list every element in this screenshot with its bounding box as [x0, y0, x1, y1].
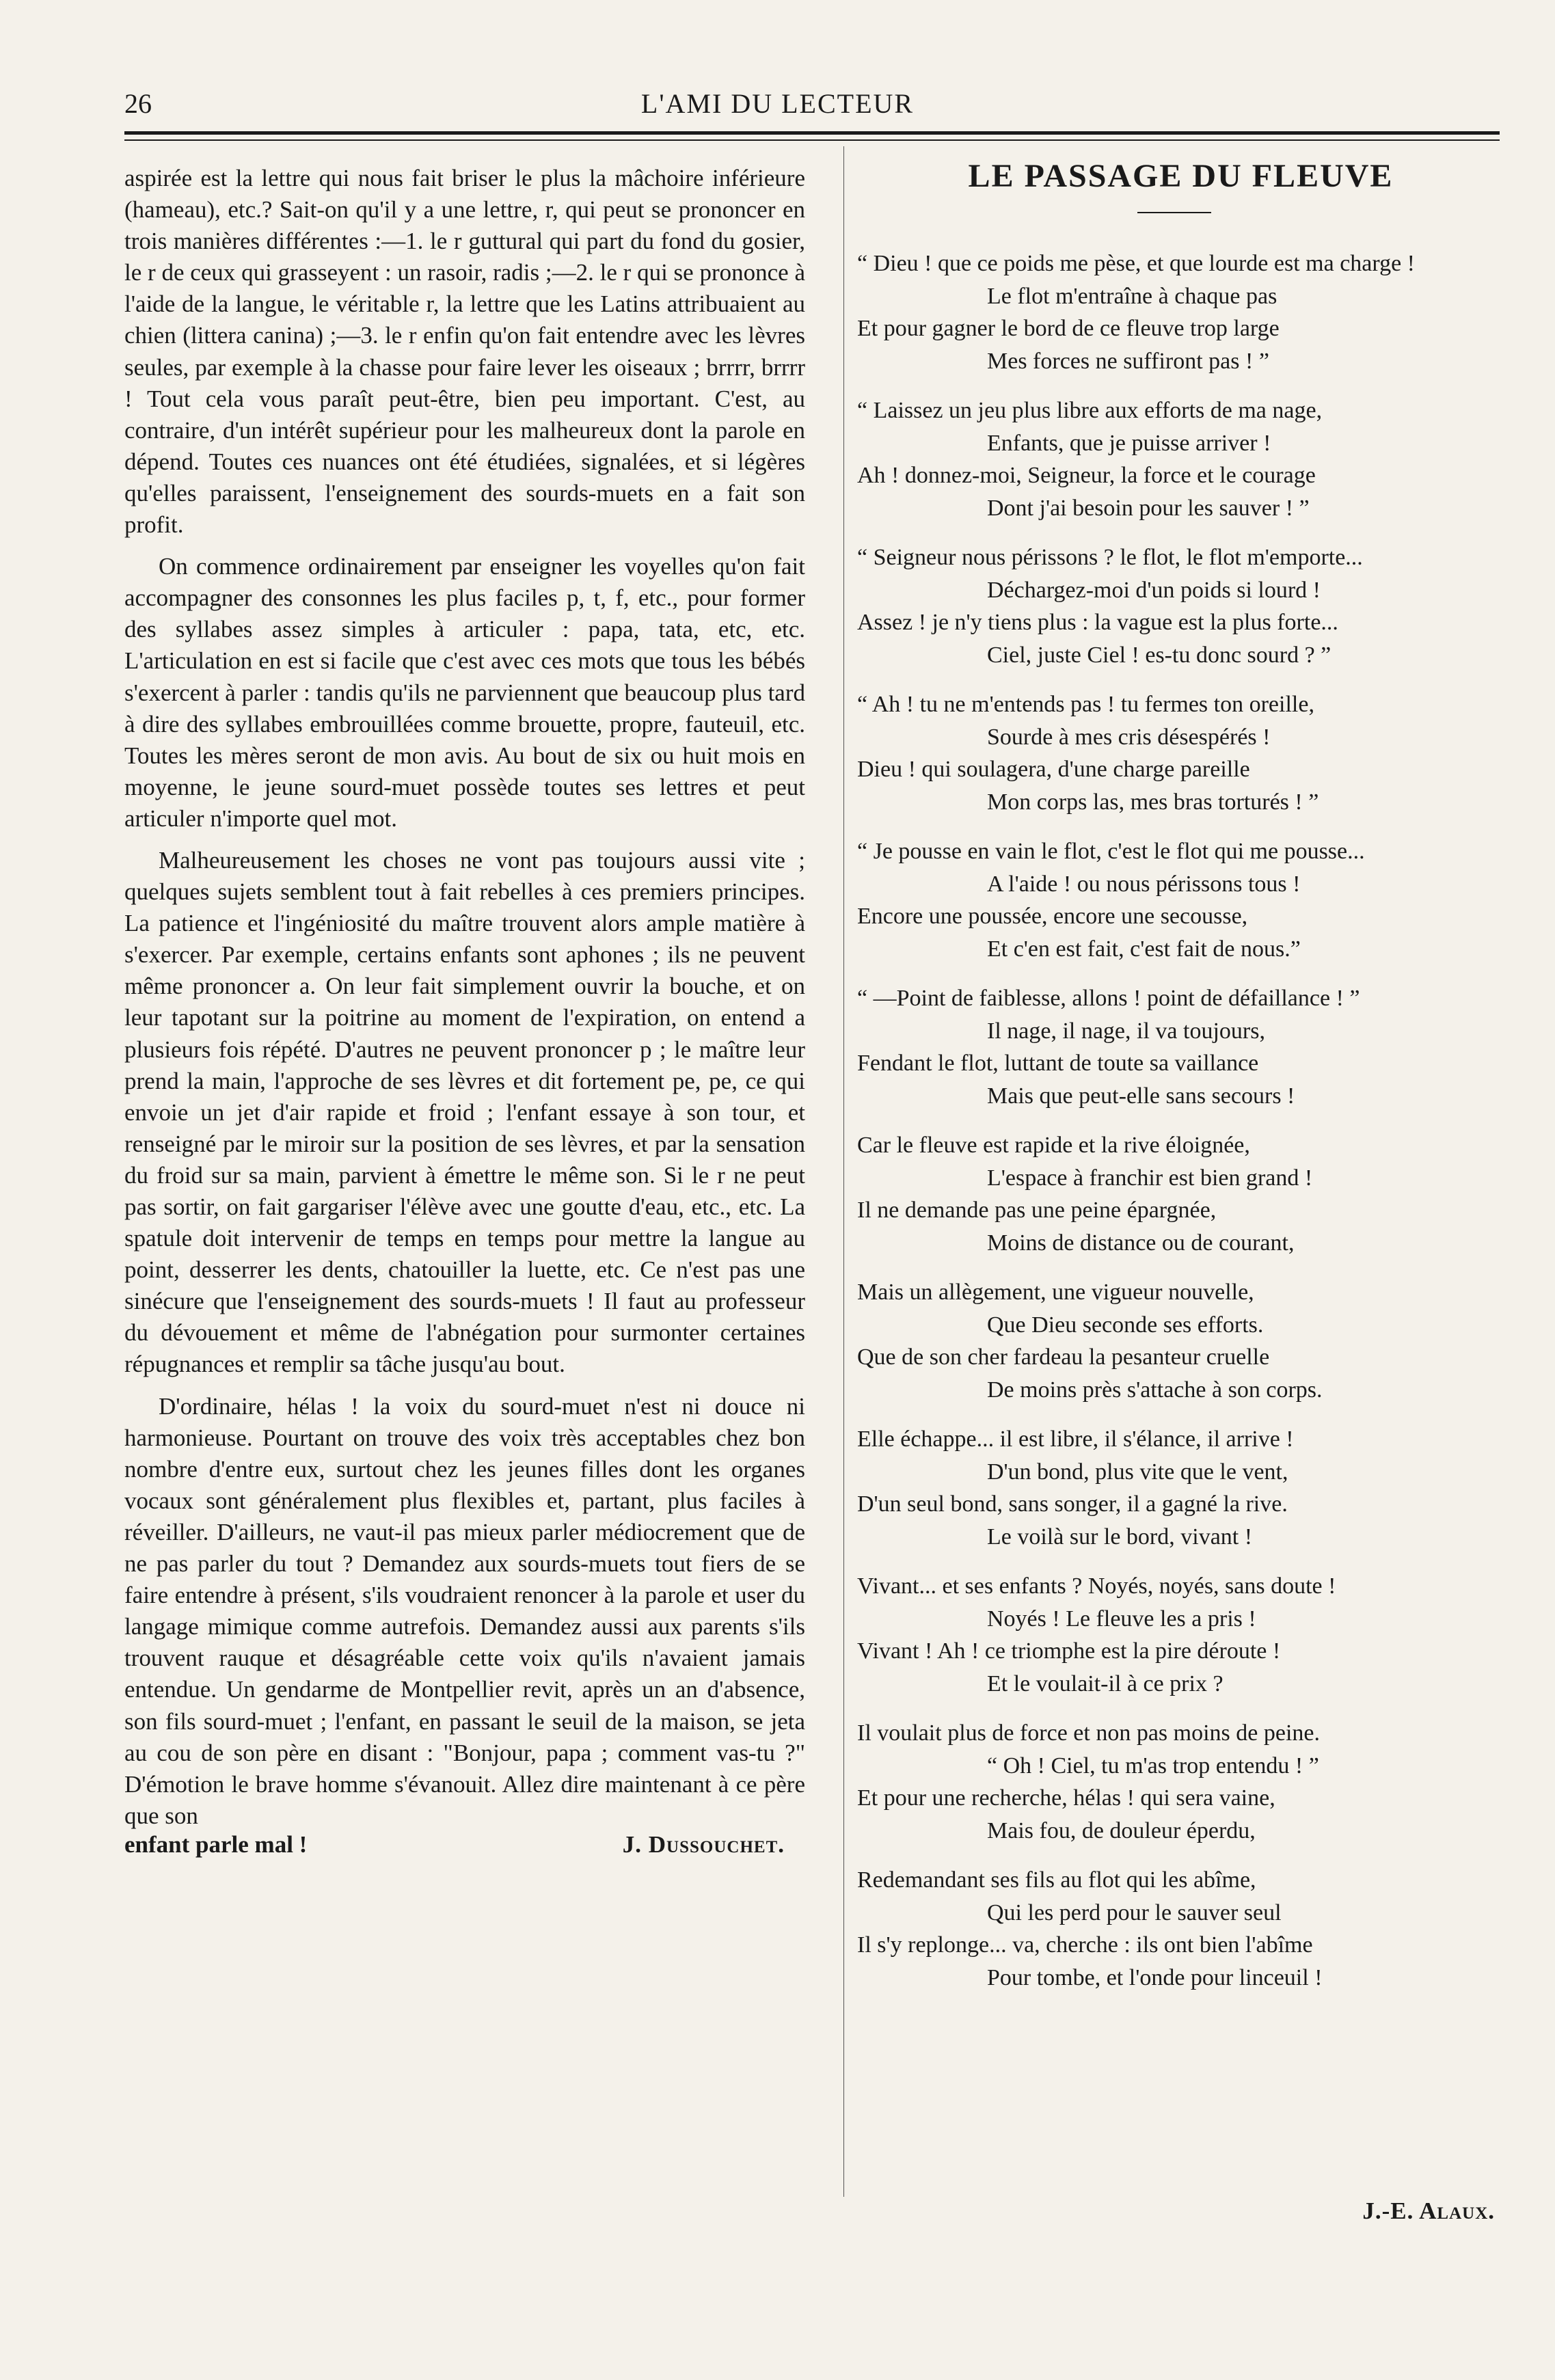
article-paragraph: D'ordinaire, hélas ! la voix du sourd-muet n'est ni douce ni harmonieuse. Pourtant on trouve des voix très acceptables chez bon nombre d'entre eux, surtout chez les jeunes filles dont les organes vocaux sont généralement plus flexibles et, partant, plus faciles à réveiller. D'ailleurs, ne vaut-il pas mieux parler médiocrement que de ne pas parler du tout ? Demandez aux sourds-muets tout fiers de se faire entendre à présent, s'ils voudraient renoncer à la parole et user du langage mimique comme autrefois. Demandez aussi aux parents s'ils trouvent rauque et désagréable cette voix qu'ils n'avaient jamais entendue. Un gendarme de Montpellier revit, après un an d'absence, son fils sourd-muet ; l'enfant, en passant le seuil de la maison, se jeta au cou de son père en disant : "Bonjour, papa ; comment vas-tu ?" D'émotion le brave homme s'évanouit. Allez dire maintenant à ce père que son: [124, 1392, 805, 1829]
poem-line: Il s'y replonge... va, cherche : ils ont bien l'abîme: [857, 1932, 1313, 1958]
header-rule-thin: [124, 139, 1500, 141]
poem-stanza: [857, 394, 1503, 524]
poem-line: “ Dieu ! que ce poids me pèse, et que lourde est ma charge !: [857, 251, 1415, 276]
poem-line: Que de son cher fardeau la pesanteur cruelle: [857, 1344, 1270, 1370]
article-column: [124, 163, 805, 1861]
poem-line: Noyés ! Le fleuve les a pris !: [987, 1606, 1256, 1632]
poem-line: Enfants, que je puisse arriver !: [987, 430, 1271, 456]
poem-line: Et le voulait-il à ce prix ?: [987, 1671, 1223, 1696]
article-paragraph: aspirée est la lettre qui nous fait briser le plus la mâchoire inférieure (hameau), etc.? Sait-on qu'il y a une lettre, r, qui peut se prononcer en trois manières différentes :—1. le r guttural qui part du fond du gosier, le r de ceux qui grasseyent : un rasoir, radis ;—2. le r qui se prononce à l'aide de la langue, le véritable r, la lettre que les Latins attribuaient au chien (littera canina) ;—3. le r enfin qu'on fait entendre avec les lèvres seules, par exemple à la chasse pour faire lever les oiseaux ; brrrr, brrrr ! Tout cela vous paraît peut-être, bien peu important. C'est, au contraire, d'un intérêt supérieur pour les malheureux dont la parole en dépend. Toutes ces nuances ont été étudiées, signalées, et si légères qu'elles paraissent, l'enseignement des sourds-muets en a fait son profit.: [124, 165, 805, 539]
page-number: 26: [124, 88, 152, 119]
poem-stanza: [857, 1864, 1503, 1994]
poem-line: L'espace à franchir est bien grand !: [987, 1165, 1313, 1191]
poem-stanza: [857, 541, 1503, 671]
poem-stanza: [857, 688, 1503, 818]
poem-line: “ Ah ! tu ne m'entends pas ! tu fermes ton oreille,: [857, 692, 1314, 717]
poem-line: Mon corps las, mes bras torturés ! ”: [987, 789, 1319, 815]
poem-line: Que Dieu seconde ses efforts.: [987, 1312, 1264, 1338]
poem-line: Ah ! donnez-moi, Seigneur, la force et le courage: [857, 463, 1316, 488]
poem-line: “ Je pousse en vain le flot, c'est le flot qui me pousse...: [857, 839, 1365, 864]
poem-line: Il voulait plus de force et non pas moins de peine.: [857, 1720, 1320, 1746]
poem-stanza: [857, 835, 1503, 965]
running-head: L'AMI DU LECTEUR: [640, 88, 915, 119]
poem-line: Et pour gagner le bord de ce fleuve trop large: [857, 316, 1280, 341]
poem-line: Le flot m'entraîne à chaque pas: [987, 283, 1277, 309]
poem-line: Mais que peut-elle sans secours !: [987, 1083, 1295, 1109]
poem-stanza: [857, 1129, 1503, 1259]
poem-line: “ Laissez un jeu plus libre aux efforts de ma nage,: [857, 398, 1323, 423]
poem-line: Elle échappe... il est libre, il s'élance, il arrive !: [857, 1426, 1294, 1452]
article-last-line: enfant parle mal !: [124, 1830, 308, 1858]
column-divider: [843, 146, 844, 2197]
poem-title: LE PASSAGE DU FLEUVE: [968, 158, 1394, 194]
poem-line: Mais fou, de douleur éperdu,: [987, 1817, 1256, 1843]
article-closing-line: [124, 1829, 805, 1861]
poem-line: Vivant ! Ah ! ce triomphe est la pire déroute !: [857, 1638, 1281, 1664]
article-paragraph: On commence ordinairement par enseigner les voyelles qu'on fait accompagner des consonnes les plus faciles p, t, f, etc., pour former des syllabes assez simples à articuler : papa, tata, etc, etc. L'articulation en est si facile que c'est avec ces mots que tous les bébés s'exercent à parler : tandis qu'ils ne parviennent que beaucoup plus tard à dire des syllabes embrouillées comme brouette, propre, fauteuil, etc. Toutes les mères seront de mon avis. Au bout de six ou huit mois en moyenne, le jeune sourd-muet possède toutes ses lettres et peut articuler n'importe quel mot.: [124, 553, 805, 832]
poem-line: “ Oh ! Ciel, tu m'as trop entendu ! ”: [987, 1753, 1319, 1779]
poem-stanza: [857, 1570, 1503, 1700]
poem-line: Déchargez-moi d'un poids si lourd !: [987, 577, 1321, 603]
poem-stanza: [857, 1276, 1503, 1406]
poem-stanza: [857, 1423, 1503, 1553]
poem-line: Mes forces ne suffiront pas ! ”: [987, 348, 1269, 374]
poem-line: “ —Point de faiblesse, allons ! point de défaillance ! ”: [857, 986, 1360, 1011]
poem-line: Car le fleuve est rapide et la rive éloignée,: [857, 1133, 1250, 1158]
poem-line: De moins près s'attache à son corps.: [987, 1377, 1323, 1403]
poem-line: Assez ! je n'y tiens plus : la vague est la plus forte...: [857, 610, 1338, 635]
poem-line: D'un bond, plus vite que le vent,: [987, 1459, 1288, 1485]
poem-line: Et pour une recherche, hélas ! qui sera vaine,: [857, 1785, 1275, 1811]
poem-line: Moins de distance ou de courant,: [987, 1230, 1295, 1256]
poem-line: Sourde à mes cris désespérés !: [987, 724, 1271, 750]
poem-stanza: [857, 982, 1503, 1112]
poem-line: D'un seul bond, sans songer, il a gagné la rive.: [857, 1491, 1288, 1517]
poem-line: Pour tombe, et l'onde pour linceuil !: [987, 1964, 1323, 1990]
poem-line: Le voilà sur le bord, vivant !: [987, 1524, 1253, 1550]
poem-line: “ Seigneur nous périssons ? le flot, le flot m'emporte...: [857, 545, 1363, 570]
poem-line: Qui les perd pour le sauver seul: [987, 1899, 1282, 1925]
poem-line: A l'aide ! ou nous périssons tous !: [987, 871, 1301, 897]
poem-signature: J.-E. Alaux.: [1362, 2198, 1495, 2224]
poem-line: Et c'en est fait, c'est fait de nous.”: [987, 936, 1301, 962]
poem-line: Mais un allègement, une vigueur nouvelle,: [857, 1280, 1254, 1305]
poem-line: Fendant le flot, luttant de toute sa vaillance: [857, 1051, 1259, 1076]
poem-line: Vivant... et ses enfants ? Noyés, noyés, sans doute !: [857, 1573, 1336, 1599]
poem-stanza: [857, 1717, 1503, 1847]
poem-stanza: [857, 247, 1503, 377]
header-rule-thick: [124, 131, 1500, 135]
poem-line: Encore une poussée, encore une secousse,: [857, 904, 1248, 929]
article-paragraph: Malheureusement les choses ne vont pas toujours aussi vite ; quelques sujets semblent tout à fait rebelles à ces premiers principes. La patience et l'ingéniosité du maître trouvent alors ample matière à s'exercer. Par exemple, certains enfants sont aphones ; ils ne peuvent même prononcer a. On leur fait simplement ouvrir la bouche, et on leur tapotant sur la poitrine au moment de l'expiration, on entend a plusieurs fois répété. D'autres ne peuvent prononcer p ; le maître leur prend la main, l'approche de ses lèvres et dit fortement pe, pe, ce qui envoie un jet d'air rapide et froid ; l'enfant essaye à son tour, et renseigné par le miroir sur la position de ses lèvres, et par la sensation du froid sur sa main, parvient à émettre le même son. Si le r ne peut pas sortir, on fait gargariser l'élève avec une goutte d'eau, etc., etc. La spatule doit intervenir de temps en temps pour mettre la langue au point, desserrer les dents, chatouiller la luette, etc. Ce n'est pas une sinécure que l'enseignement des sourds-muets ! Il faut au professeur du dévouement et même de l'abnégation pour surmonter certaines répugnances et remplir sa tâche jusqu'au bout.: [124, 846, 805, 1378]
poem-body: [857, 247, 1503, 2011]
poem-line: Dont j'ai besoin pour les sauver ! ”: [987, 495, 1310, 521]
poem-line: Redemandant ses fils au flot qui les abîme,: [857, 1867, 1256, 1893]
poem-line: Il nage, il nage, il va toujours,: [987, 1018, 1265, 1044]
poem-line: Dieu ! qui soulagera, d'une charge pareille: [857, 757, 1250, 782]
article-signature: J. Dussouchet.: [622, 1830, 785, 1858]
poem-line: Ciel, juste Ciel ! es-tu donc sourd ? ”: [987, 642, 1331, 668]
title-rule: [1137, 212, 1211, 213]
poem-line: Il ne demande pas une peine épargnée,: [857, 1198, 1217, 1223]
